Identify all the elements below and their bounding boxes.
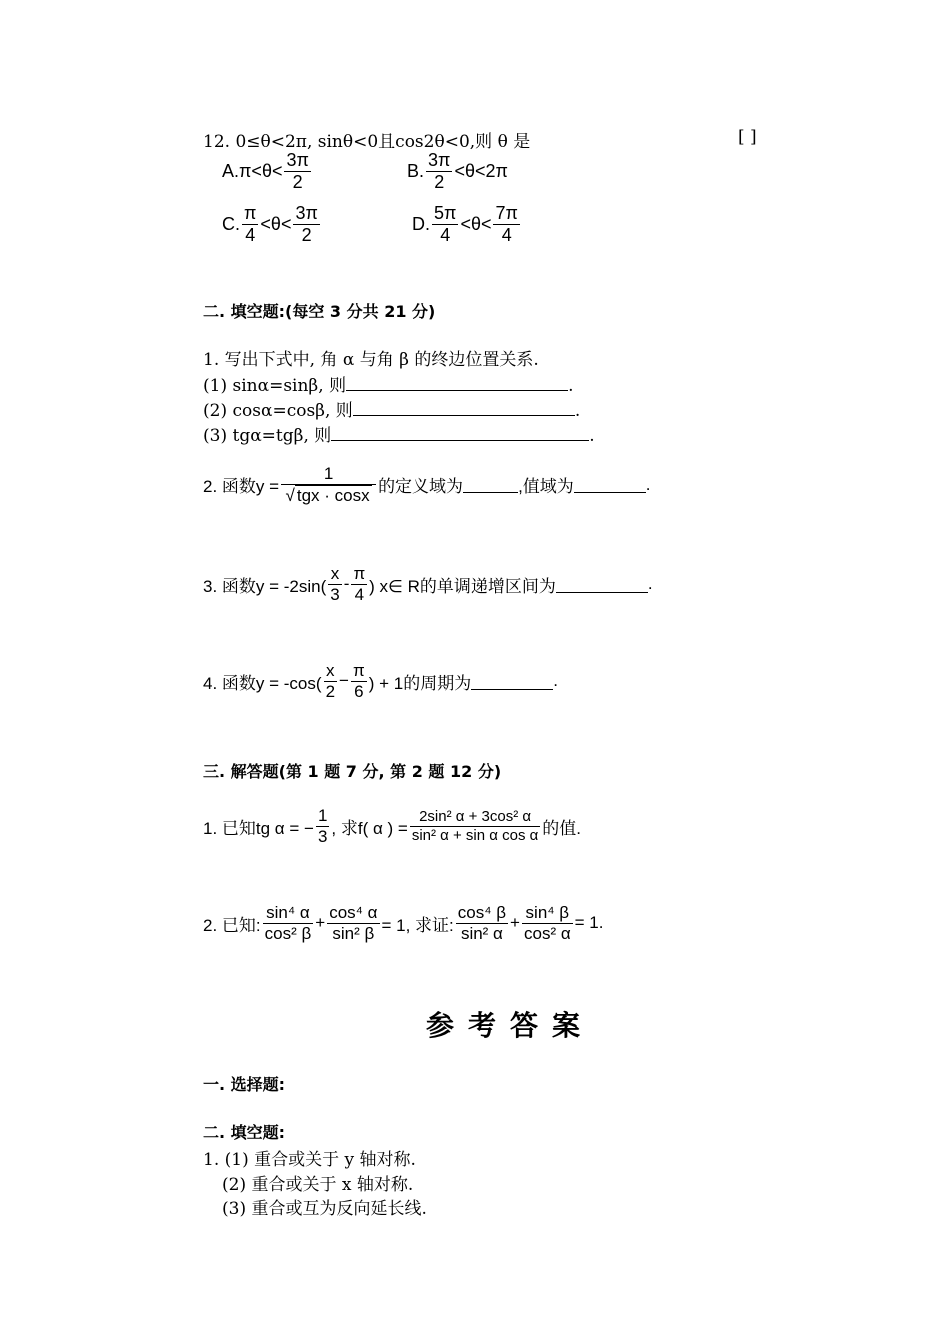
q12-option-d: D. $\frac{5\pi}{4}$ <θ< $\frac{7\pi}{4}$ [412, 203, 518, 245]
answer-bracket: [ ] [738, 127, 757, 147]
fill-q1-part1: (1) sinα=sinβ, 则 . [203, 376, 574, 396]
fill-q1-part2: (2) cosα=cosβ, 则 . [203, 401, 581, 421]
answer-line-1: 1. (1) 重合或关于 y 轴对称. [203, 1150, 416, 1170]
fill-q3: 3. 函数y = -2sin( $\frac{x}{3}$ - $\frac{\pi}{4}$ ) x∈ R的单调递增区间为 . [203, 564, 653, 604]
answers-title: 参考答案 [426, 1009, 595, 1042]
q12-option-b: B. $\frac{3\pi}{2}$ <θ<2π [407, 150, 508, 192]
answer-line-3: (3) 重合或互为反向延长线. [222, 1199, 427, 1219]
solve-p2: 2. 已知: $\frac{\text{sin⁴ α}}{\text{cos² β}}$ + $\frac{\text{cos⁴ α}}{\text{sin² β}}$ = 1, 求证: $\frac{\text{cos⁴ β}}{\text{sin² α}}$ + $\frac{\text{sin⁴ β}}{\text{cos² α}}$ = 1. [203, 903, 604, 943]
fill-q2: 2. 函数y = $\frac{1}{\text{√ tgx · cosx}}$ 的定义域为 ,值域为 . [203, 464, 651, 505]
fill-q1-stem: 1. 写出下式中, 角 α 与角 β 的终边位置关系. [203, 350, 539, 370]
section-2-heading: 二. 填空题:(每空 3 分共 21 分) [203, 302, 436, 321]
fill-q1-part3: (3) tgα=tgβ, 则 . [203, 426, 595, 446]
answer-line-2: (2) 重合或关于 x 轴对称. [222, 1175, 414, 1195]
fill-q4: 4. 函数y = -cos( $\frac{x}{2}$ − $\frac{\pi}{6}$ ) + 1的周期为 . [203, 661, 558, 701]
solve-p1: 1. 已知tg α = − $\frac{1}{3}$ , 求f( α ) = $\frac{\text{2sin² α + 3cos² α}}{\text{sin² α + sin α cos α}}$ 的值. [203, 806, 582, 846]
answers-section-2: 二. 填空题: [203, 1123, 286, 1142]
q12-option-a: A. π<θ< $\frac{3\pi}{2}$ [222, 150, 309, 192]
q12-stem: 12. 0≤θ<2π, sinθ<0且cos2θ<0,则 θ 是 [203, 132, 531, 152]
section-3-heading: 三. 解答题(第 1 题 7 分, 第 2 题 12 分) [203, 762, 502, 781]
q12-option-c: C. $\frac{\pi}{4}$ <θ< $\frac{3\pi}{2}$ [222, 203, 318, 245]
answers-section-1: 一. 选择题: [203, 1075, 286, 1094]
